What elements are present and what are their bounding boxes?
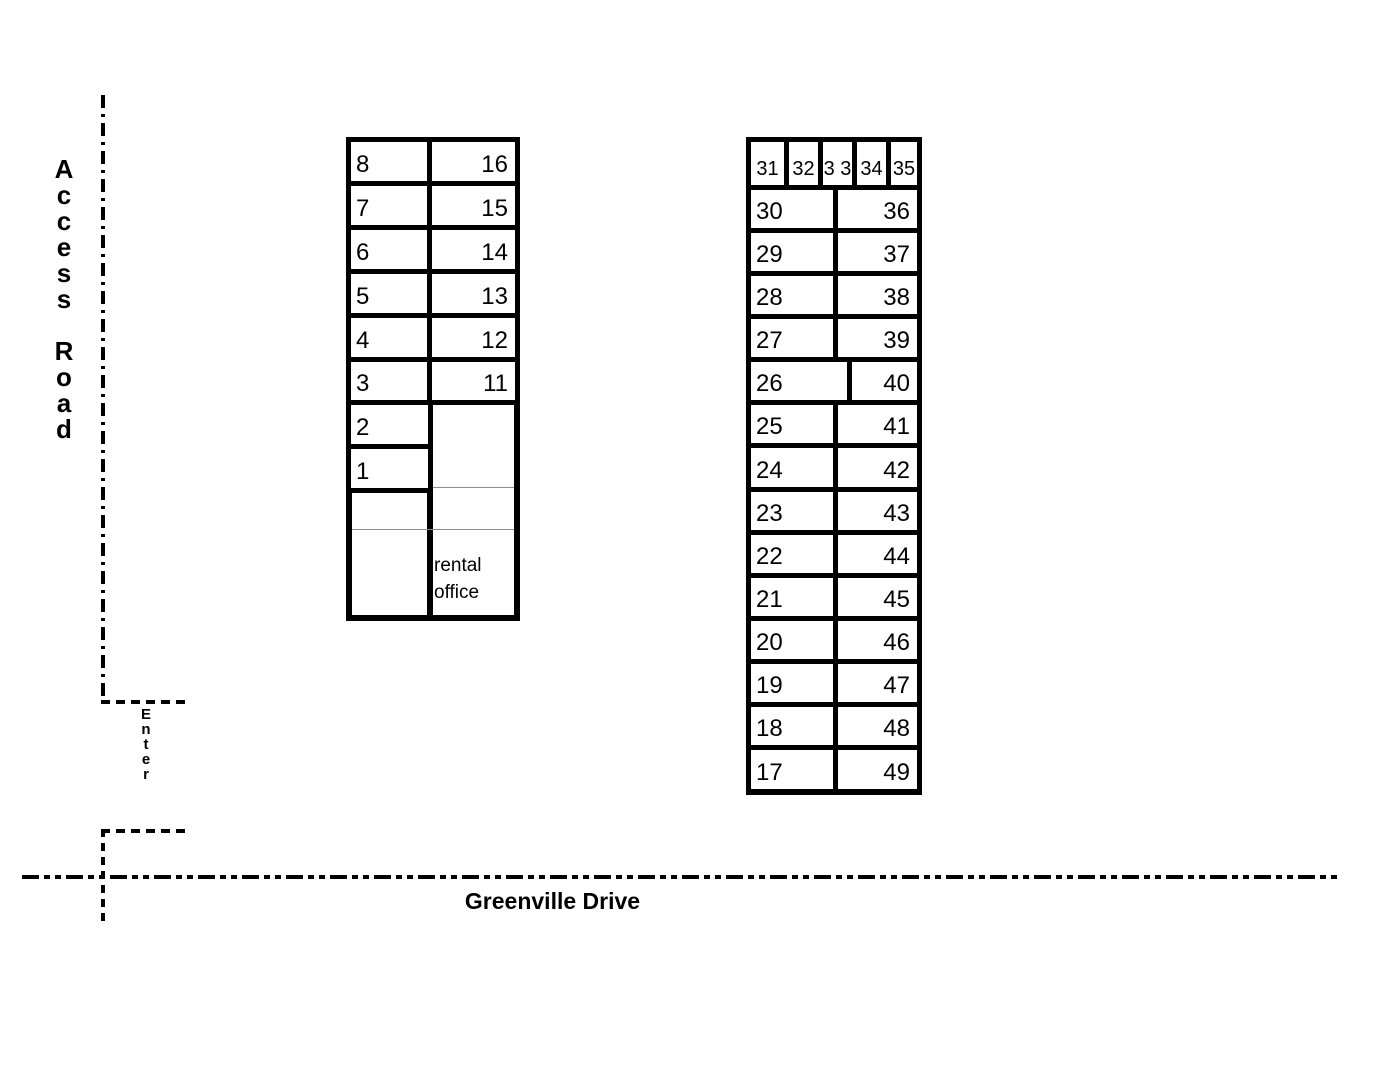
unit-label: 18 bbox=[756, 715, 783, 742]
unit-label: 16 bbox=[481, 151, 508, 178]
road-letter: a bbox=[56, 388, 72, 418]
unit-label: 37 bbox=[883, 241, 910, 268]
unit-label: 31 bbox=[756, 158, 779, 180]
unit-label: 11 bbox=[483, 370, 508, 397]
unit-label: 35 bbox=[892, 158, 916, 180]
unit-cell-46 bbox=[833, 616, 922, 664]
unit-cell-24 bbox=[746, 443, 838, 492]
unit-label: 42 bbox=[883, 457, 910, 484]
unit-label: 3 bbox=[356, 370, 370, 397]
unit-cell-47 bbox=[833, 659, 922, 707]
unit-label: 6 bbox=[356, 239, 370, 266]
unit-cell-39 bbox=[833, 314, 922, 362]
entrance-bottom-line bbox=[101, 829, 188, 833]
unit-cell-40 bbox=[847, 357, 922, 405]
unit-cell-26 bbox=[746, 357, 852, 405]
unit-cell-31 bbox=[746, 137, 789, 190]
unit-label: 28 bbox=[756, 284, 783, 311]
road-letter: c bbox=[56, 206, 72, 236]
street-line bbox=[22, 875, 1342, 879]
unit-label: 3 3 bbox=[823, 158, 852, 180]
unit-label: 24 bbox=[756, 457, 783, 484]
road-letter: r bbox=[143, 766, 149, 783]
unit-cell-12 bbox=[427, 313, 520, 362]
unit-cell-28 bbox=[746, 271, 838, 319]
unit-cell-45 bbox=[833, 573, 922, 621]
unit-cell-16 bbox=[427, 137, 520, 186]
unit-cell-25 bbox=[746, 400, 838, 448]
unit-label: 27 bbox=[756, 327, 783, 354]
unit-cell-3 bbox=[346, 357, 433, 405]
unit-label: 13 bbox=[481, 283, 508, 310]
unit-label: 34 bbox=[860, 158, 883, 180]
unit-label: 38 bbox=[883, 284, 910, 311]
unit-cell-18 bbox=[746, 702, 838, 750]
road-letter: n bbox=[141, 721, 151, 738]
unit-cell-14 bbox=[427, 225, 520, 274]
unit-cell-17 bbox=[746, 745, 838, 794]
unit-cell-21 bbox=[746, 573, 838, 621]
unit-label: 39 bbox=[883, 327, 910, 354]
unit-label: 15 bbox=[481, 195, 508, 222]
road-letter: e bbox=[141, 751, 151, 768]
unit-cell-1 bbox=[346, 444, 433, 493]
unit-cell-5 bbox=[346, 269, 433, 318]
access-road-label bbox=[46, 152, 82, 444]
unit-cell-38 bbox=[833, 271, 922, 319]
unit-label: 29 bbox=[756, 241, 783, 268]
unit-label: 19 bbox=[756, 672, 783, 699]
unit-cell-11 bbox=[427, 357, 520, 405]
unit-label: 12 bbox=[481, 327, 508, 354]
road-letter: A bbox=[54, 154, 74, 184]
street-label: Greenville Drive bbox=[464, 888, 641, 914]
unit-cell-42 bbox=[833, 443, 922, 492]
rental-office-label: rental office bbox=[434, 555, 482, 603]
road-letter: E bbox=[140, 706, 151, 723]
unit-label: 23 bbox=[756, 500, 783, 527]
road-letter: c bbox=[56, 180, 72, 210]
unit-label: 40 bbox=[883, 370, 910, 397]
unit-label: 41 bbox=[883, 413, 910, 440]
unit-label: 22 bbox=[756, 543, 783, 570]
unit-cell-35 bbox=[886, 137, 922, 190]
unit-label: 17 bbox=[756, 759, 783, 786]
unit-cell-13 bbox=[427, 269, 520, 318]
unit-label: 47 bbox=[883, 672, 910, 699]
road-letter: o bbox=[56, 362, 72, 392]
unit-cell-44 bbox=[833, 530, 922, 578]
unit-label: 36 bbox=[883, 198, 910, 225]
building-left-thin-line-2 bbox=[352, 529, 514, 530]
unit-label: 7 bbox=[356, 195, 370, 222]
unit-label: 4 bbox=[356, 327, 370, 354]
unit-label: 8 bbox=[356, 151, 370, 178]
letter-gap bbox=[46, 308, 82, 334]
unit-cell-22 bbox=[746, 530, 838, 578]
access-road-line bbox=[101, 95, 105, 703]
unit-cell-41 bbox=[833, 400, 922, 448]
unit-label: 14 bbox=[481, 239, 508, 266]
road-letter: e bbox=[56, 232, 72, 262]
unit-cell-2 bbox=[346, 400, 433, 449]
unit-label: 5 bbox=[356, 283, 370, 310]
unit-cell-43 bbox=[833, 487, 922, 535]
road-letter: d bbox=[56, 414, 72, 444]
unit-cell-15 bbox=[427, 181, 520, 230]
unit-label: 26 bbox=[756, 370, 783, 397]
unit-cell-7 bbox=[346, 181, 433, 230]
unit-label: 44 bbox=[883, 543, 910, 570]
unit-label: 25 bbox=[756, 413, 783, 440]
unit-cell-27 bbox=[746, 314, 838, 362]
unit-cell-8 bbox=[346, 137, 433, 186]
unit-label: 1 bbox=[356, 458, 370, 485]
unit-cell-36 bbox=[833, 185, 922, 233]
unit-cell-48 bbox=[833, 702, 922, 750]
road-letter: R bbox=[54, 336, 74, 366]
unit-cell-19 bbox=[746, 659, 838, 707]
unit-cell-20 bbox=[746, 616, 838, 664]
unit-label: 46 bbox=[883, 629, 910, 656]
building-left-thin-line-1 bbox=[433, 487, 514, 488]
road-letter: t bbox=[143, 736, 149, 753]
unit-cell-23 bbox=[746, 487, 838, 535]
unit-label: 21 bbox=[756, 586, 783, 613]
unit-label: 30 bbox=[756, 198, 783, 225]
unit-label: 43 bbox=[883, 500, 910, 527]
unit-cell-29 bbox=[746, 228, 838, 276]
unit-label: 20 bbox=[756, 629, 783, 656]
enter-label bbox=[131, 701, 161, 783]
unit-label: 32 bbox=[792, 158, 815, 180]
unit-cell-37 bbox=[833, 228, 922, 276]
unit-cell-30 bbox=[746, 185, 838, 233]
unit-label: 45 bbox=[883, 586, 910, 613]
unit-cell-49 bbox=[833, 745, 922, 794]
unit-cell-6 bbox=[346, 225, 433, 274]
unit-cell-4 bbox=[346, 313, 433, 362]
unit-label: 48 bbox=[883, 715, 910, 742]
road-letter: s bbox=[56, 258, 72, 288]
unit-label: 2 bbox=[356, 414, 370, 441]
road-letter: s bbox=[56, 284, 72, 314]
unit-label: 49 bbox=[883, 759, 910, 786]
